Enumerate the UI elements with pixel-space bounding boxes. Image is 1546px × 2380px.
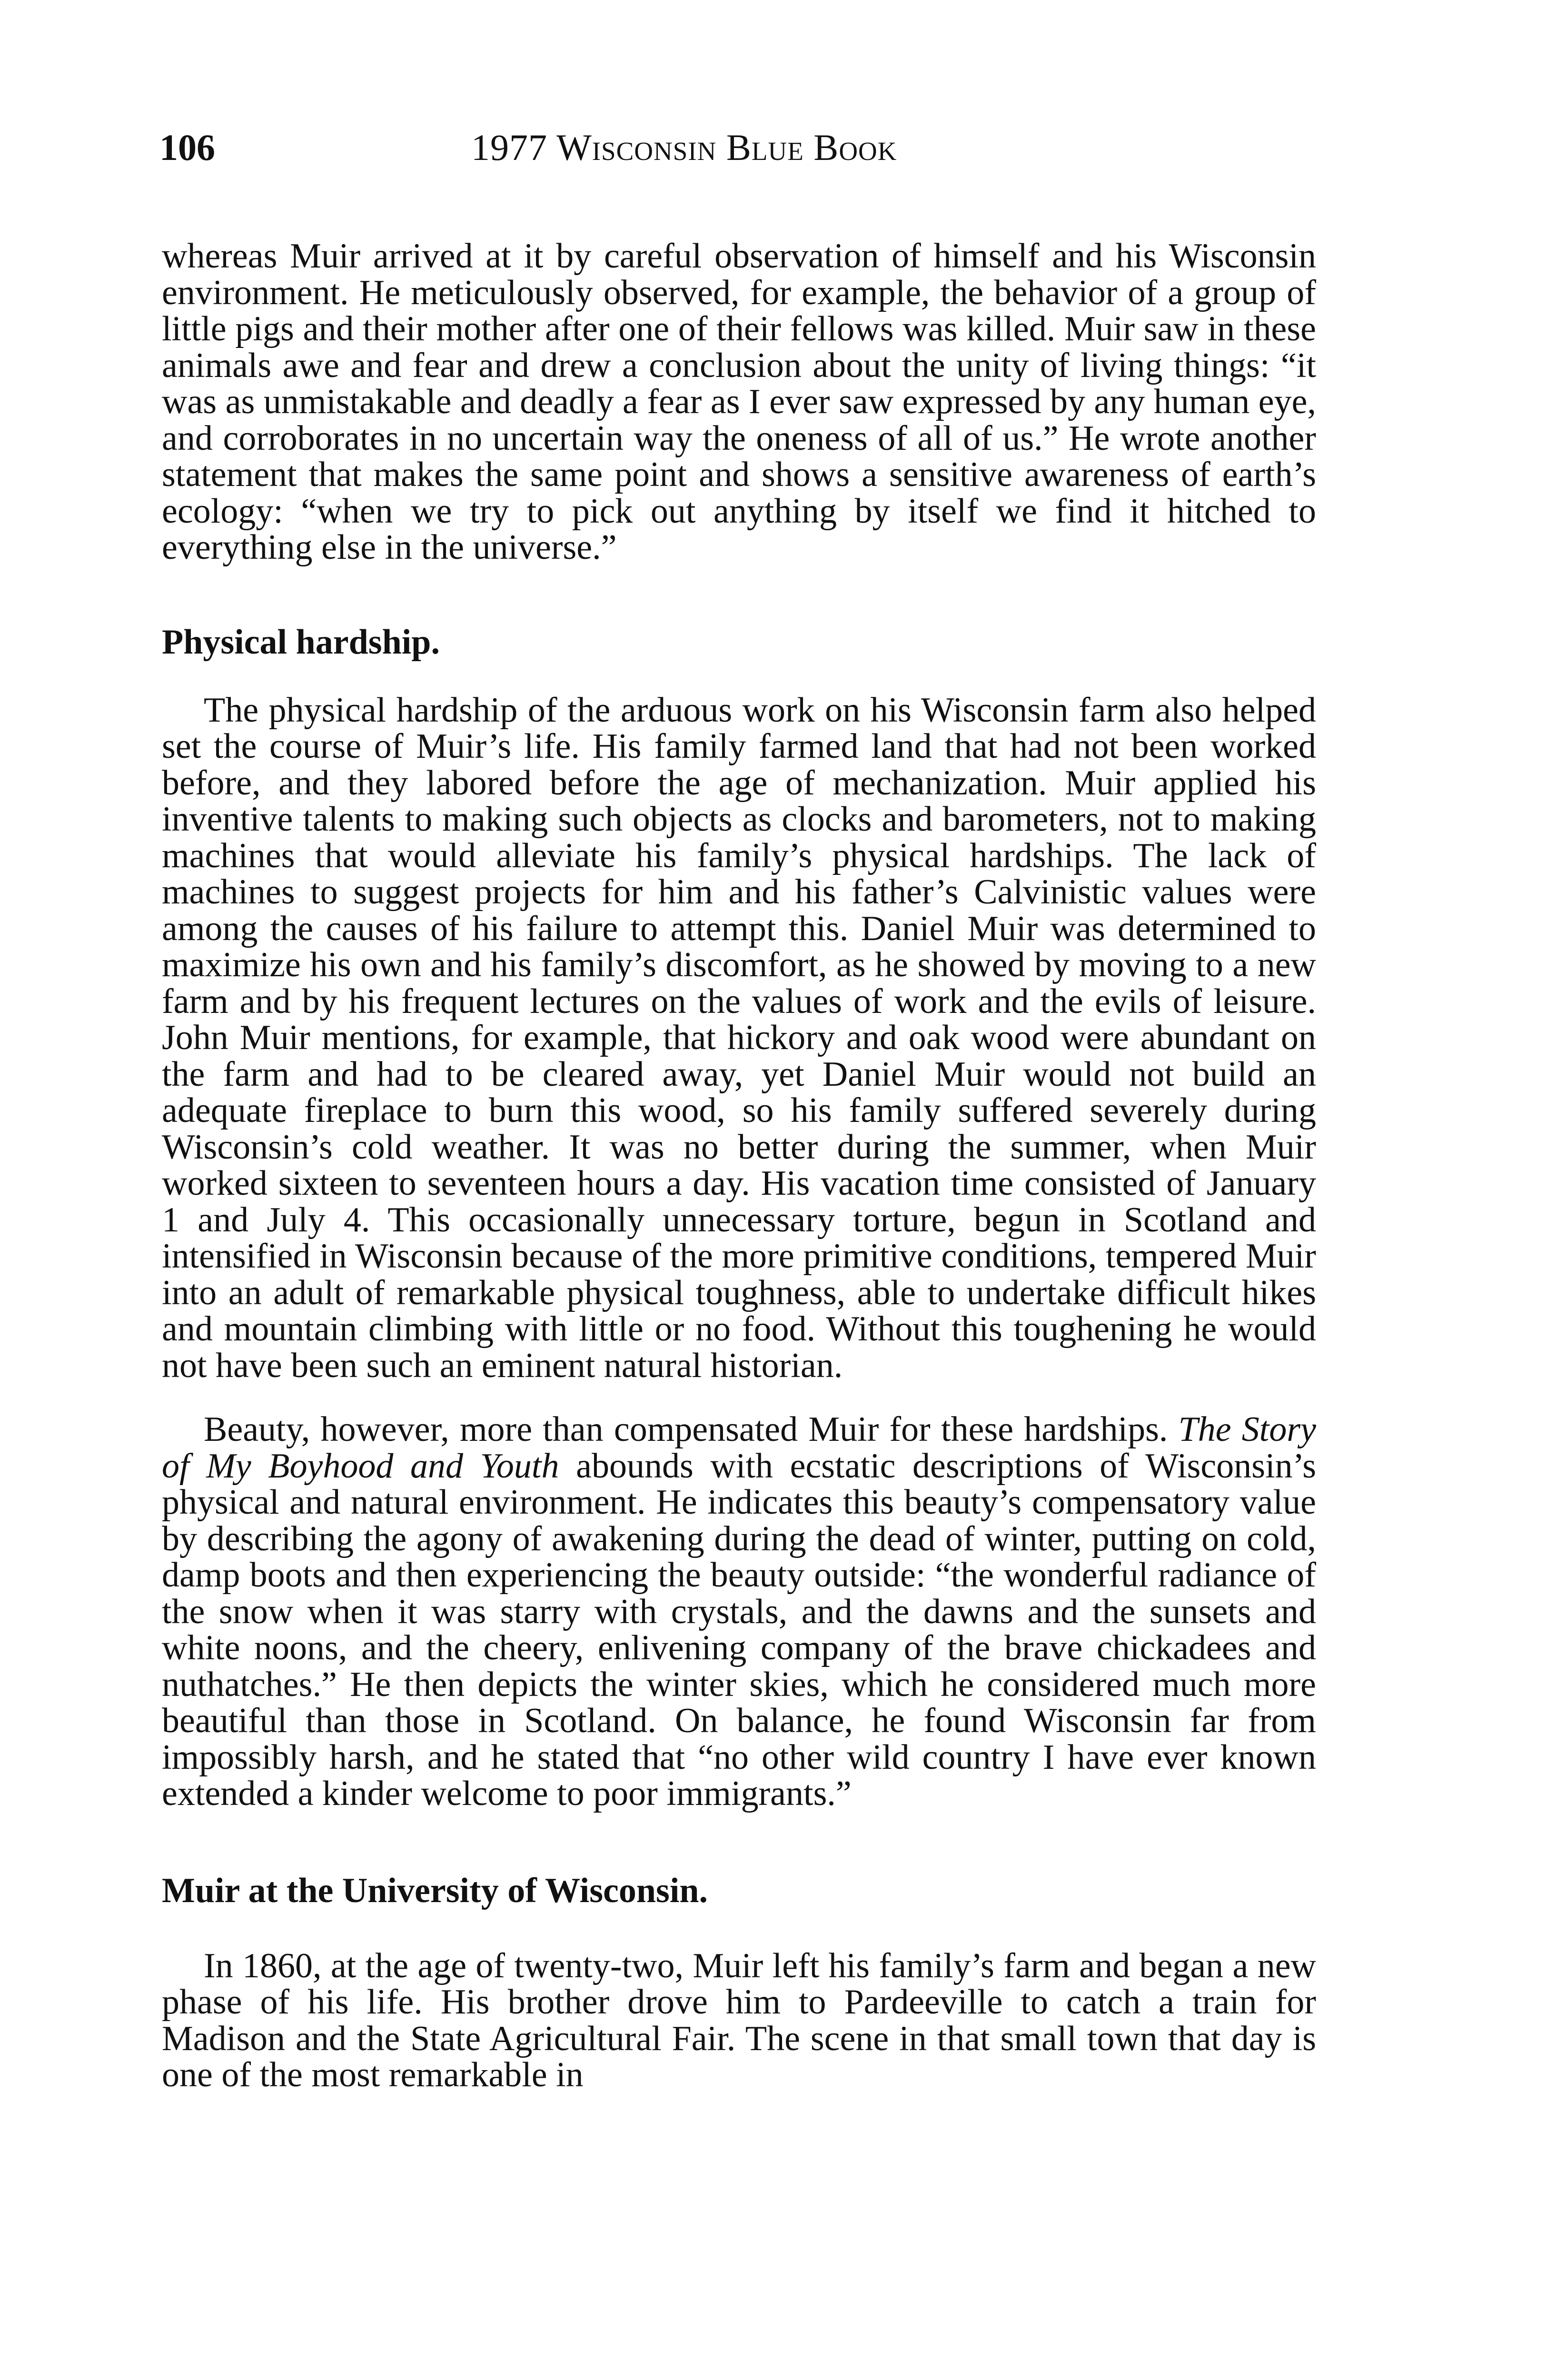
paragraph-beauty <box>162 1411 1316 1812</box>
section-heading-physical-hardship: Physical hardship. <box>162 622 440 662</box>
page-body <box>162 238 1316 2093</box>
running-title: 1977 Wisconsin Blue Book <box>471 127 897 168</box>
paragraph-beauty-part-a: Beauty, however, more than compensated Muir for these hardships. <box>204 1410 1168 1449</box>
book-title: The Story of My Boyhood and Youth <box>162 1410 1317 1486</box>
section-heading-university: Muir at the University of Wisconsin. <box>162 1871 708 1910</box>
paragraph-university: In 1860, at the age of twenty-two, Muir left his family’s farm and began a new phase of his life. His brother drove him to Pardeeville to catch a train for Madison and the State Agricultural Fair. The scene in that small town that day is one of the most remarkable in <box>162 1946 1316 2094</box>
paragraph-continued: whereas Muir arrived at it by careful observation of himself and his Wisconsin environment. He meticulously observed, for example, the behavior of a group of little pigs and their mother after one of their fellows was killed. Muir saw in these animals awe and fear and drew a conclusion about the unity of living things: “it was as unmistakable and deadly a fear as I ever saw expressed by any human eye, and corroborates in no uncertain way the oneness of all of us.” He wrote another statement that makes the same point and shows a sensitive awareness of earth’s ecology: “when we try to pick out anything by itself we find it hitched to everything else in the universe.” <box>162 237 1316 567</box>
page-header <box>159 121 1397 174</box>
paragraph-physical-hardship: The physical hardship of the arduous work on his Wisconsin farm also helped set the course of Muir’s life. His family farmed land that had not been worked before, and they labored before the age of mechanization. Muir applied his inventive talents to making such objects as clocks and barometers, not to making machines that would alleviate his family’s physical hardships. The lack of machines to suggest projects for him and his father’s Calvinistic values were among the causes of his failure to attempt this. Daniel Muir was determined to maximize his own and his family’s discomfort, as he showed by moving to a new farm and by his frequent lectures on the values of work and the evils of leisure. John Muir mentions, for example, that hickory and oak wood were abundant on the farm and had to be cleared away, yet Daniel Muir would not build an adequate fireplace to burn this wood, so his family suffered severely during Wisconsin’s cold weather. It was no better during the summer, when Muir worked sixteen to seventeen hours a day. His vacation time consisted of January 1 and July 4. This occasionally unnecessary torture, begun in Scotland and intensified in Wisconsin because of the more primitive conditions, tempered Muir into an adult of remarkable physical toughness, able to undertake difficult hikes and mountain climbing with little or no food. Without this toughening he would not have been such an eminent natural historian. <box>162 690 1316 1385</box>
page-number: 106 <box>159 127 215 168</box>
paragraph-beauty-part-b: abounds with ecstatic descriptions of Wisconsin’s physical and natural environment. He indicates this beauty’s compensatory value by describing the agony of awakening during the dead of winter, putting on cold, damp boots and then experiencing the beauty outside: “the wonderful radiance of the snow when it was starry with crystals, and the dawns and the sunsets and white noons, and the cheery, enlivening company of the brave chickadees and nuthatches.” He then depicts the winter skies, which he considered much more beautiful than those in Scotland. On balance, he found Wisconsin far from impossibly harsh, and he stated that “no other wild country I have ever known extended a kinder welcome to poor immigrants.” <box>162 1446 1316 1813</box>
